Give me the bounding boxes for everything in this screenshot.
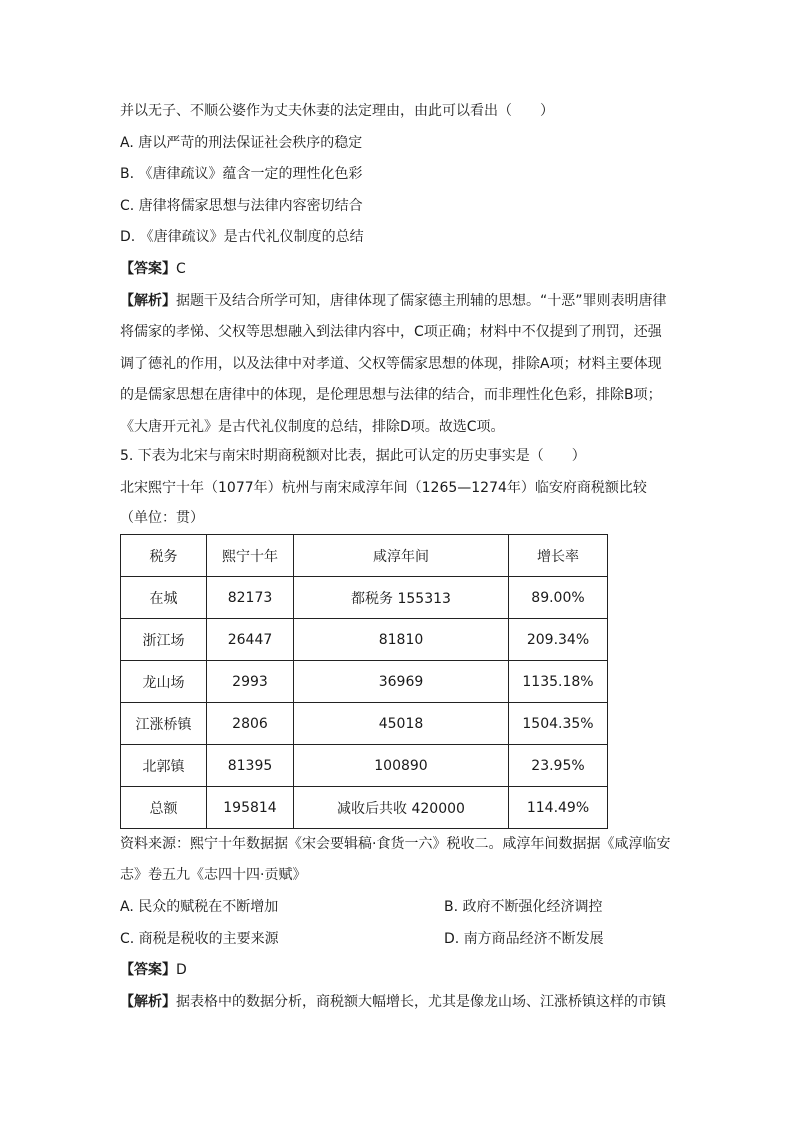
table-cell: 209.34% — [509, 619, 608, 661]
table-row — [121, 787, 608, 829]
table-cell: 81810 — [294, 619, 509, 661]
q4-answer-value: C — [176, 261, 186, 277]
table-cell: 195814 — [207, 787, 294, 829]
q4-option-a: A. 唐以严苛的刑法保证社会秩序的稳定 — [120, 135, 363, 151]
table-cell: 81395 — [207, 745, 294, 787]
table-cell: 26447 — [207, 619, 294, 661]
table-cell: 114.49% — [509, 787, 608, 829]
q5-answer — [120, 960, 187, 980]
table-cell: 总额 — [121, 787, 207, 829]
table-cell: 82173 — [207, 577, 294, 619]
table-cell: 北郭镇 — [121, 745, 207, 787]
table-cell: 浙江场 — [121, 619, 207, 661]
q5-option-a: A. 民众的赋税在不断增加 — [120, 899, 279, 915]
q4-analysis-line-5: 《大唐开元礼》是古代礼仪制度的总结，排除D项。故选C项。 — [120, 419, 505, 435]
q4-analysis-text-1: 据题干及结合所学可知，唐律体现了儒家德主刑辅的思想。“十恶”罪则表明唐律 — [176, 293, 667, 309]
table-header-cell: 熙宁十年 — [207, 535, 294, 577]
table-header-row — [121, 535, 608, 577]
table-row — [121, 619, 608, 661]
q5-answer-label: 【答案】 — [120, 962, 176, 978]
q4-answer — [120, 259, 186, 279]
q5-analysis — [120, 992, 666, 1012]
q5-option-b: B. 政府不断强化经济调控 — [444, 899, 603, 915]
table-row — [121, 577, 608, 619]
table-cell: 江涨桥镇 — [121, 703, 207, 745]
table-cell: 都税务 155313 — [294, 577, 509, 619]
table-cell: 龙山场 — [121, 661, 207, 703]
q5-option-c: C. 商税是税收的主要来源 — [120, 931, 279, 947]
table-row — [121, 703, 608, 745]
table-cell: 2993 — [207, 661, 294, 703]
q4-analysis-line-1 — [120, 291, 667, 311]
table-cell: 1135.18% — [509, 661, 608, 703]
q5-analysis-text: 据表格中的数据分析，商税额大幅增长，尤其是像龙山场、江涨桥镇这样的市镇 — [176, 994, 666, 1010]
q5-answer-value: D — [176, 962, 187, 978]
q4-analysis-line-2: 将儒家的孝悌、父权等思想融入到法律内容中，C项正确；材料中不仅提到了刑罚，还强 — [120, 324, 662, 340]
q5-table-title: 北宋熙宁十年（1077年）杭州与南宋咸淳年间（1265—1274年）临安府商税额比较 — [120, 480, 647, 496]
table-row — [121, 745, 608, 787]
q5-stem: 5. 下表为北宋与南宋时期商税额对比表，据此可认定的历史事实是（ ） — [120, 448, 586, 464]
q4-option-d: D. 《唐律疏议》是古代礼仪制度的总结 — [120, 229, 364, 245]
q4-analysis-label: 【解析】 — [120, 293, 176, 309]
table-cell: 23.95% — [509, 745, 608, 787]
table-cell: 45018 — [294, 703, 509, 745]
table-cell: 1504.35% — [509, 703, 608, 745]
q5-source-line-2: 志》卷五九《志四十四·贡赋》 — [120, 867, 307, 883]
table-cell: 减收后共收 420000 — [294, 787, 509, 829]
q4-option-c: C. 唐律将儒家思想与法律内容密切结合 — [120, 198, 363, 214]
q5-source-line-1: 资料来源：熙宁十年数据据《宋会要辑稿·食货一六》税收二。咸淳年间数据据《咸淳临安 — [120, 836, 671, 852]
q4-answer-label: 【答案】 — [120, 261, 176, 277]
table-cell: 100890 — [294, 745, 509, 787]
table-header-cell: 税务 — [121, 535, 207, 577]
q4-stem-tail: 并以无子、不顺公婆作为丈夫休妻的法定理由，由此可以看出（ ） — [120, 103, 554, 119]
table-cell: 在城 — [121, 577, 207, 619]
q4-option-b: B. 《唐律疏议》蕴含一定的理性化色彩 — [120, 166, 363, 182]
q4-analysis-line-3: 调了德礼的作用，以及法律中对孝道、父权等儒家思想的体现，排除A项；材料主要体现 — [120, 356, 662, 372]
q5-table-unit: （单位：贯） — [120, 510, 204, 526]
table-header-cell: 咸淳年间 — [294, 535, 509, 577]
table-row — [121, 661, 608, 703]
q5-option-d: D. 南方商品经济不断发展 — [444, 931, 604, 947]
table-cell: 36969 — [294, 661, 509, 703]
q4-analysis-line-4: 的是儒家思想在唐律中的体现，是伦理思想与法律的结合，而非理性化色彩，排除B项； — [120, 387, 662, 403]
table-header-cell: 增长率 — [509, 535, 608, 577]
table-cell: 2806 — [207, 703, 294, 745]
tax-comparison-table — [120, 534, 608, 829]
table-cell: 89.00% — [509, 577, 608, 619]
q5-analysis-label: 【解析】 — [120, 994, 176, 1010]
